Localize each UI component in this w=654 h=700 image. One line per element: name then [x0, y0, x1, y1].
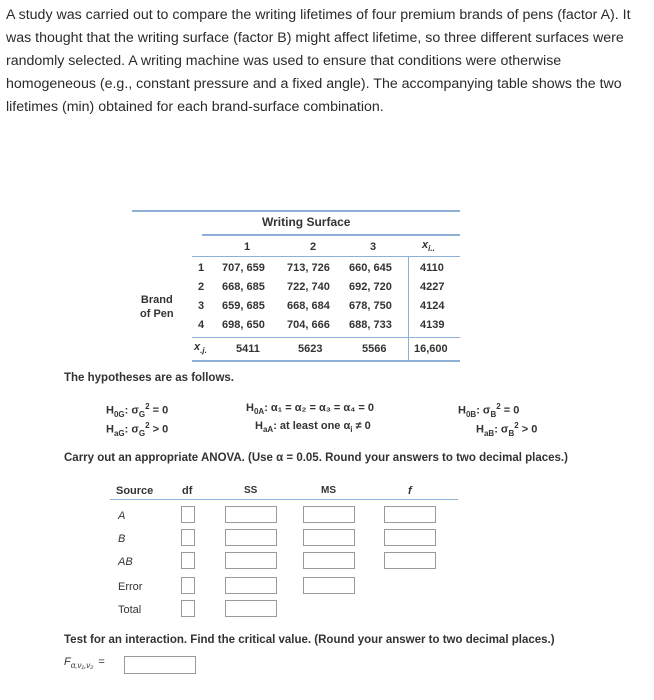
- ms-error-input[interactable]: [303, 577, 355, 594]
- cell-4-2: 704, 666: [287, 319, 330, 331]
- hypothesis-hag: $H_{aG}$: $\sigma_G^2 > 0$: [106, 421, 169, 438]
- anova-header-rule: [110, 499, 458, 500]
- ss-total-input[interactable]: [225, 600, 277, 617]
- total-1: 4110: [420, 262, 444, 274]
- ss-error-input[interactable]: [225, 577, 277, 594]
- total-3: 4124: [420, 300, 445, 312]
- ms-b-input[interactable]: [303, 529, 355, 546]
- totals-rule: [192, 337, 460, 338]
- hypothesis-h0g: $H_{0G}$: $\sigma_G^2 = 0$: [106, 402, 169, 419]
- f-a-input[interactable]: [384, 506, 436, 523]
- total-4: 4139: [420, 319, 445, 331]
- table-caption: Writing Surface: [262, 215, 351, 229]
- col-total-label: $x_{.j.}$: [194, 341, 207, 356]
- df-a-input[interactable]: [181, 506, 195, 523]
- caption-rule: [202, 234, 460, 236]
- col-total-1: 5411: [236, 343, 260, 355]
- hypothesis-hab: $H_{aB}$: $\sigma_B^2 > 0$: [476, 421, 538, 438]
- source-a: A: [118, 510, 126, 522]
- col-header-3: 3: [370, 241, 377, 253]
- row-label: Brand of Pen: [140, 294, 174, 320]
- df-ab-input[interactable]: [181, 552, 195, 569]
- df-total-input[interactable]: [181, 600, 195, 617]
- cell-3-3: 678, 750: [349, 300, 392, 312]
- df-error-input[interactable]: [181, 577, 195, 594]
- source-error: Error: [118, 581, 143, 593]
- col-header-2: 2: [310, 241, 317, 253]
- table-bottom-rule: [192, 360, 460, 362]
- f-b-input[interactable]: [384, 529, 436, 546]
- hypothesis-h0b: $H_{0B}$: $\sigma_B^2 = 0$: [458, 402, 520, 419]
- header-ss: SS: [244, 485, 258, 496]
- source-ab: AB: [118, 556, 133, 568]
- f-ab-input[interactable]: [384, 552, 436, 569]
- interaction-instruction: Test for an interaction. Find the critical value. (Round your answer to two decimal places.): [64, 634, 555, 646]
- header-source: Source: [116, 485, 154, 497]
- brand-1: 1: [198, 262, 205, 274]
- table-top-rule: [132, 210, 460, 212]
- col-header-1: 1: [244, 241, 251, 253]
- header-rule: [192, 256, 460, 257]
- anova-instruction: Carry out an appropriate ANOVA. (Use α = 0.05. Round your answers to two decimal places.): [64, 452, 568, 464]
- source-b: B: [118, 533, 126, 545]
- col-total-2: 5623: [298, 343, 323, 355]
- critical-value-input[interactable]: [124, 656, 196, 674]
- col-total-3: 5566: [362, 343, 387, 355]
- cell-3-2: 668, 684: [287, 300, 330, 312]
- cell-1-2: 713, 726: [287, 262, 330, 274]
- header-df: df: [182, 485, 193, 497]
- ss-ab-input[interactable]: [225, 552, 277, 569]
- total-divider: [408, 257, 409, 361]
- header-ms: MS: [321, 485, 336, 496]
- ss-b-input[interactable]: [225, 529, 277, 546]
- cell-2-1: 668, 685: [222, 281, 265, 293]
- lifetime-data-table: [132, 210, 460, 362]
- ms-a-input[interactable]: [303, 506, 355, 523]
- cell-1-3: 660, 645: [349, 262, 392, 274]
- cell-4-1: 698, 650: [222, 319, 265, 331]
- hypotheses-intro: The hypotheses are as follows.: [64, 372, 234, 384]
- grand-total: 16,600: [414, 343, 448, 355]
- row-total-header: $x_{i..}$: [422, 239, 435, 254]
- anova-table: [110, 482, 458, 622]
- ms-ab-input[interactable]: [303, 552, 355, 569]
- hypothesis-haa: $H_{aA}$: at least one $\alpha_i \ne 0$: [255, 420, 371, 435]
- ss-a-input[interactable]: [225, 506, 277, 523]
- header-f: f: [408, 485, 412, 497]
- total-2: 4227: [420, 281, 445, 293]
- cell-1-1: 707, 659: [222, 262, 265, 274]
- cell-4-3: 688, 733: [349, 319, 392, 331]
- problem-statement: A study was carried out to compare the writing lifetimes of four premium brands of pens (factor A). It was thought that the writing surface (factor B) might affect lifetime, so three different surfaces were randomly selected. A writing machine was used to ensure that conditions were otherwise homogeneous (e.g., constant pressure and a fixed angle). The accompanying table shows the two lifetimes (min) obtained for each brand-surface combination.: [6, 7, 631, 115]
- cell-3-1: 659, 685: [222, 300, 265, 312]
- brand-3: 3: [198, 300, 205, 312]
- brand-4: 4: [198, 319, 205, 331]
- cell-2-3: 692, 720: [349, 281, 392, 293]
- hypothesis-h0a: $H_{0A}$: α₁ = α₂ = α₃ = α₄ = 0: [246, 402, 374, 417]
- df-b-input[interactable]: [181, 529, 195, 546]
- source-total: Total: [118, 604, 142, 616]
- critical-value-label: $F_{\alpha,\nu_1,\nu_2}$ =: [64, 656, 105, 671]
- brand-2: 2: [198, 281, 205, 293]
- cell-2-2: 722, 740: [287, 281, 330, 293]
